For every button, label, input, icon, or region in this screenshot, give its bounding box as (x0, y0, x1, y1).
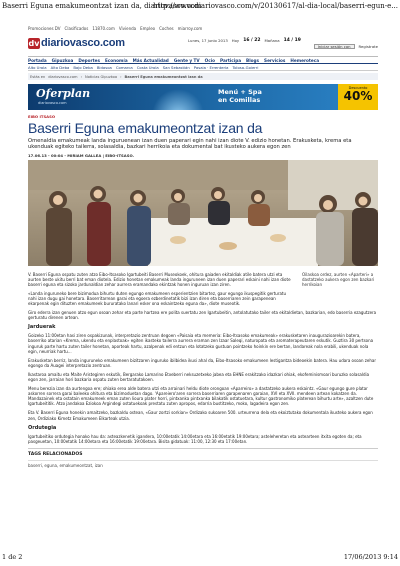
subnav-item[interactable]: Alto Urola (28, 64, 47, 70)
register-link[interactable]: Registrate (358, 44, 378, 49)
article-paragraph: Eta V. Baserri Eguna honekin amaitzeko, bazkaldu ostean, «Gaur zortzi sorkian» Ordizako sukoaren 500. urteurrena dela eta ekoiztutako dokumentala ikusteko aukera egon zen, Ordiziako Kimetz Emakumeen Elkarteak utzia. (28, 410, 373, 421)
nav-item[interactable]: Portada (28, 57, 47, 63)
top-link[interactable]: Vivienda (118, 25, 137, 31)
print-header (2, 2, 398, 14)
article-paragraph: Erakusketan berriz, landa inguruneko emakumeen bizitzaren inguruko ibilbidea ikusi ahal da, Eibo-Itsasoko emakumeen lestigantza bideoekin batera. Hau udara osoan zehar egongo da Auagei interpretazio zentruan. (28, 357, 376, 368)
top-link[interactable]: 11870.com (92, 25, 115, 31)
article-paragraph: Menu berezia izan da aurtengoa ere; ohiako erea alde batera utzi eta arrainari heldu diote orongoan «Aparreiro» a dastatzeko aukera eskaintz. «Gaur egungo gure platar askorren sorrera garai baleeko ohitura eta bizimoduetan dago. 'Apareiero'aren sorrera baserriaren garapenaren garaian, XVI eta XVII. mendeen artean kokatzen da. Mandazainek eta ostatain emakumeek eman zuten lioura plater horri, pintxanka pintxanka bilakatik ostatuetara, kultur gastronomiko platerean bihurtu arte», azaltzen dute Igartubeititik. Atzo jandakoa Eziokoa Argindegi ostatuekoak prestatu zuten apropos, edarria bustitzeko, moko, lagadeira egon zen. (28, 386, 374, 407)
nav-item[interactable]: Economía (104, 57, 128, 63)
breadcrumb-prefix: Estás en (30, 74, 46, 79)
login-button[interactable]: Iniciar sesión con (314, 44, 355, 49)
ad-offer (218, 88, 262, 104)
print-footer (2, 553, 398, 563)
subheading-ordutegia: Ordutegia (28, 424, 57, 431)
ad-discount-value: 40% (343, 89, 373, 103)
article-paragraph: Ikastaroa amaitu eta Maite Aristegiren eskutik, Bergarako Lamarino Etxeberri neksuzetxeko jabea eta EHNE erakitzako idazkari ohiak, ekofeminismoari buruzko solasaldia egon zen, jarraian hori bazkaria ospatu zuten bertaratutakoen. (28, 371, 370, 382)
article-paragraph: Goizeko 11:00etan hasi ziren ospakizunak, interpretazio zentruan degoen «Paisaia eta memeria: Eibo-Itsasoko emakumeak» erakusketaren inaugurazioarekin batera, baserriko atarian «Krema, ukendu eta enplastoak» egiten ikasteko tailerra aurrera eraman zen Izaar Saleqi, naturopata eta aromaterapeutaren eskutik. Guztira 30 pertsona inguruk parte hartu zuten tailer honetan, aporteak hartu, azalpenak edi entzun eta lotatzeko gustuan pointzeko hoinkin ere bertan, landareak nola erabili, ukenduak nola egin, neurriak hartu... (28, 333, 374, 354)
weather-tomorrow-label: Mañana (264, 38, 280, 43)
ad-offer-title: Menú + Spa (218, 88, 262, 96)
article-paragraph: «Landa inguruneko bere bizimodua bihurtu duten egungo emakumeen esperientzien bitartez, gaur egungo ikuspegitik gerturatu nahi izan dugu gai honetara. Baserritarrean garai eta egoera ezberdinetatik bizi izan diren eta baserriaren zein garapenean ekarpenak egin dituzten emakumeek bururatako lanari esker ona eskaintzeko eguna da», diote museotik. (28, 290, 287, 307)
subnav-item[interactable]: Bajo Deba (73, 64, 93, 70)
nav-item[interactable]: Servicios (264, 57, 286, 63)
nav-item[interactable]: Deportes (78, 57, 100, 63)
nav-item[interactable]: Ocio (204, 57, 216, 63)
nav-item[interactable]: Más Actualidad (132, 57, 169, 63)
breadcrumb: Estás en diariovasco.com › Noticias Gipuzkoa › Baserri Eguna emakumeontzat izan da (28, 73, 378, 80)
top-link[interactable]: Empleo (140, 25, 156, 31)
tags-heading: TAGS RELACIONADOS (28, 451, 83, 457)
ad-brand-sub: diariovasco.com (38, 101, 67, 105)
nav-item[interactable]: Gipuzkoa (51, 57, 74, 63)
article-byline: 17.06.13 - 00:04 - MIRIAM GALLEA | EIBO-ITSASO. (28, 152, 135, 158)
top-link[interactable]: miarroy.com (177, 25, 203, 31)
ad-brand: Oferplan (36, 87, 91, 100)
weather-today-label: Hoy (231, 38, 240, 43)
breadcrumb-current: Baserri Eguna emakumeontzat izan da (124, 74, 203, 79)
article-photo (28, 160, 378, 266)
article-photo-image (28, 160, 378, 266)
article-paragraph: Giro ederra izan genuen atzo egun osoan zehar eta parte hartzea ere polita suertatu zen Igartubeitin, antolatutako tailer eta ekitaldietan, bazkarian, edo baserria ezagutzera gerturatu direnen artean. (28, 310, 377, 321)
article-section[interactable]: EIBO ITSASO (28, 114, 56, 119)
ad-decoration (148, 84, 208, 110)
main-nav (28, 56, 378, 64)
site-logo[interactable] (28, 37, 125, 49)
print-timestamp: 17/06/2013 9:14 (343, 553, 398, 561)
subnav-item[interactable]: Pasaia · Errenteria (193, 64, 229, 70)
top-link[interactable]: Coches (159, 25, 174, 31)
article-main-column (28, 272, 294, 311)
brand-row (28, 34, 378, 56)
ad-banner[interactable] (28, 84, 378, 110)
ad-offer-place: en Comillas (218, 96, 261, 104)
article-lead: Omenaldia emakumeak landa inguruenean izan duen paperari egin nahi izan diote V. edizio honetan. Erakusketa, krema eta ukenduak egiteko tailerra, solasaldia, bazkari herrikoia eta dokumental bat ikusteko aukera egon zen (28, 138, 352, 151)
article-paragraph: Igartubeitiko ordutegia honako hau da: asteazkenetik igandera, 10:00etatik 14:00etara eta 16:00etatik 19:00etara; asteleheretan eta astearteen itxita egoten da; eta pasgeuetan, 10:00etatik 14:00etara eta 16:00etatik 19:00etara. Bisita gidatuak: 11:00, 12:30 eta 17:00etan. (28, 433, 362, 444)
subnav-item[interactable]: Bidasoa (96, 64, 112, 70)
login-area (314, 44, 378, 49)
breadcrumb-item[interactable]: diariovasco.com (48, 74, 78, 79)
subnav-item[interactable]: Costa Urola (136, 64, 159, 70)
weather-tomorrow-values: 14 / 19 (283, 38, 301, 43)
article-body (28, 310, 378, 444)
print-header-url: http://www.diariovasco.com/v/20130617/al-dia-local/baserri-egun-e... (153, 2, 398, 10)
print-header-title: Baserri Eguna emakumeontzat izan da, diariovasco.com (2, 2, 202, 10)
top-link[interactable]: Clasificados (64, 25, 89, 31)
subnav-item[interactable]: Alto Deba (50, 64, 70, 70)
weather-today-values: 16 / 22 (243, 38, 261, 43)
ad-discount (338, 84, 378, 110)
article-title: Baserri Eguna emakumeontzat izan da (28, 120, 263, 136)
nav-item[interactable]: Hemeroteca (290, 57, 320, 63)
top-links (28, 24, 378, 32)
web-page (28, 24, 378, 468)
print-page-number: 1 de 2 (2, 553, 23, 561)
breadcrumb-item[interactable]: Noticias Gipuzkoa (85, 74, 118, 79)
related-tags (28, 448, 378, 468)
subheading-jarduerak: Jarduerak (28, 324, 56, 331)
subnav-item[interactable]: San Sebastián (162, 64, 190, 70)
tags-list[interactable]: baserri, eguna, emakumeontzat, izan (28, 460, 378, 468)
article-body-top (28, 272, 378, 311)
logo-mark: dv (28, 38, 40, 48)
ad-discount-label: Descuento (348, 86, 368, 90)
photo-caption: Oilaskoa ordez, aurten «Aparteri» a dastatzeko aukera egon zen bazkari herrikoian (302, 271, 375, 287)
nav-item[interactable]: Participa (220, 57, 242, 63)
subnav-item[interactable]: Comarca (115, 64, 133, 70)
current-date: Lunes, 17 junio 2013 (188, 38, 228, 43)
article-paragraph: V. Baserri Eguna ospatu zuten atzo Eibo-Itsasoko Igartubeiti Baserri Museokoek, ohitura gaiaden ekitaldiak atile batera utzi eta aurten beste ukitu berri bat eman diotela. Edizio honetan emakumeak landa inguruneen izan duen paperari eskaini nahi izan diote baserri eguna eta sizoko jardunaldian zehar aurrera eramandako ekintzak honen inguruan izan ziren. (28, 271, 291, 287)
nav-item[interactable]: Blogs (246, 57, 260, 63)
logo-text: diariovasco.com (41, 37, 125, 49)
sub-nav (28, 64, 378, 71)
dateline (188, 38, 301, 43)
subnav-item[interactable]: Tolosa-Goierri (232, 64, 259, 70)
top-link[interactable]: Promociones DV (28, 25, 61, 31)
nav-item[interactable]: Gente y TV (173, 57, 200, 63)
